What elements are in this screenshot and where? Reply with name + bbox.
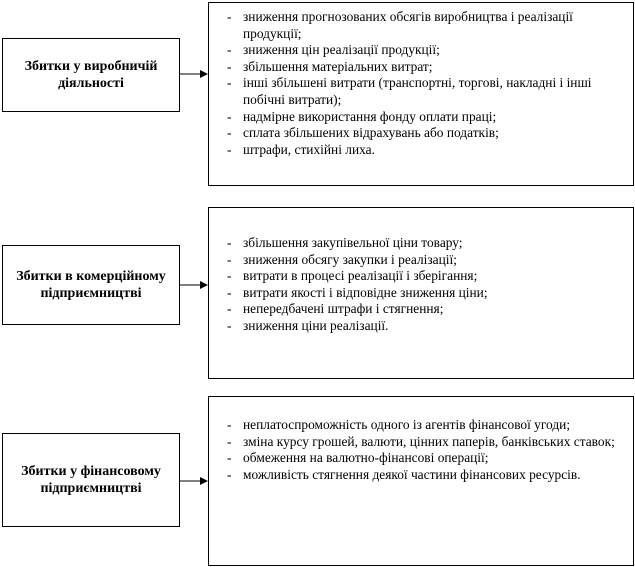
items-box-financial <box>208 396 634 566</box>
bullet-dash: - <box>227 75 232 91</box>
list-item: - неплатоспроможність одного із агентів фінансової угоди; <box>219 417 627 434</box>
bullet-dash: - <box>227 251 232 267</box>
list-item: - обмеження на валютно-фінансові операції; <box>219 450 627 467</box>
category-title: Збитки в комерційному підприємництві <box>16 269 166 301</box>
items-list <box>219 235 627 335</box>
list-item: - витрати якості і відповідне зниження ціни; <box>219 285 627 302</box>
list-item: - штрафи, стихійні лиха. <box>219 142 627 159</box>
bullet-dash: - <box>227 9 232 24</box>
category-title: Збитки у фінансовому підприємництві <box>21 464 161 496</box>
bullet-dash: - <box>227 125 232 141</box>
bullet-dash: - <box>227 58 232 74</box>
bullet-dash: - <box>227 235 232 250</box>
bullet-dash: - <box>227 417 232 432</box>
bullet-dash: - <box>227 317 232 333</box>
bullet-dash: - <box>227 268 232 284</box>
bullet-dash: - <box>227 141 232 157</box>
bullet-dash: - <box>227 433 232 449</box>
list-item: - можливість стягнення деякої частини фінансових ресурсів. <box>219 467 627 484</box>
category-title: Збитки у виробничій діяльності <box>24 59 158 91</box>
bullet-dash: - <box>227 284 232 300</box>
items-list <box>219 9 627 158</box>
bullet-dash: - <box>227 301 232 317</box>
bullet-dash: - <box>227 108 232 124</box>
list-item: - зміна курсу грошей, валюти, цінних паперів, банківських ставок; <box>219 434 627 451</box>
list-item: - збільшення закупівельної ціни товару; <box>219 235 627 252</box>
list-item: - сплата збільшених відрахувань або податків; <box>219 125 627 142</box>
category-box-commercial <box>2 245 180 325</box>
list-item: - зниження обсягу закупки і реалізації; <box>219 252 627 269</box>
list-item: - зниження прогнозованих обсягів виробництва і реалізації продукції; <box>219 9 627 42</box>
list-item: - інші збільшені витрати (транспортні, торгові, накладні і інші побічні витрати); <box>219 75 627 108</box>
bullet-dash: - <box>227 466 232 482</box>
list-item: - витрати в процесі реалізації і зберігання; <box>219 268 627 285</box>
list-item: - зниження цін реалізації продукції; <box>219 42 627 59</box>
category-box-financial <box>2 433 180 527</box>
items-box-commercial <box>208 207 634 379</box>
bullet-dash: - <box>227 450 232 466</box>
list-item: - непередбачені штрафи і стягнення; <box>219 301 627 318</box>
items-box-production <box>208 2 634 186</box>
items-list <box>219 417 627 483</box>
category-box-production <box>2 38 180 112</box>
list-item: - надмірне використання фонду оплати праці; <box>219 109 627 126</box>
list-item: - зниження ціни реалізації. <box>219 318 627 335</box>
bullet-dash: - <box>227 42 232 58</box>
list-item: - збільшення матеріальних витрат; <box>219 59 627 76</box>
